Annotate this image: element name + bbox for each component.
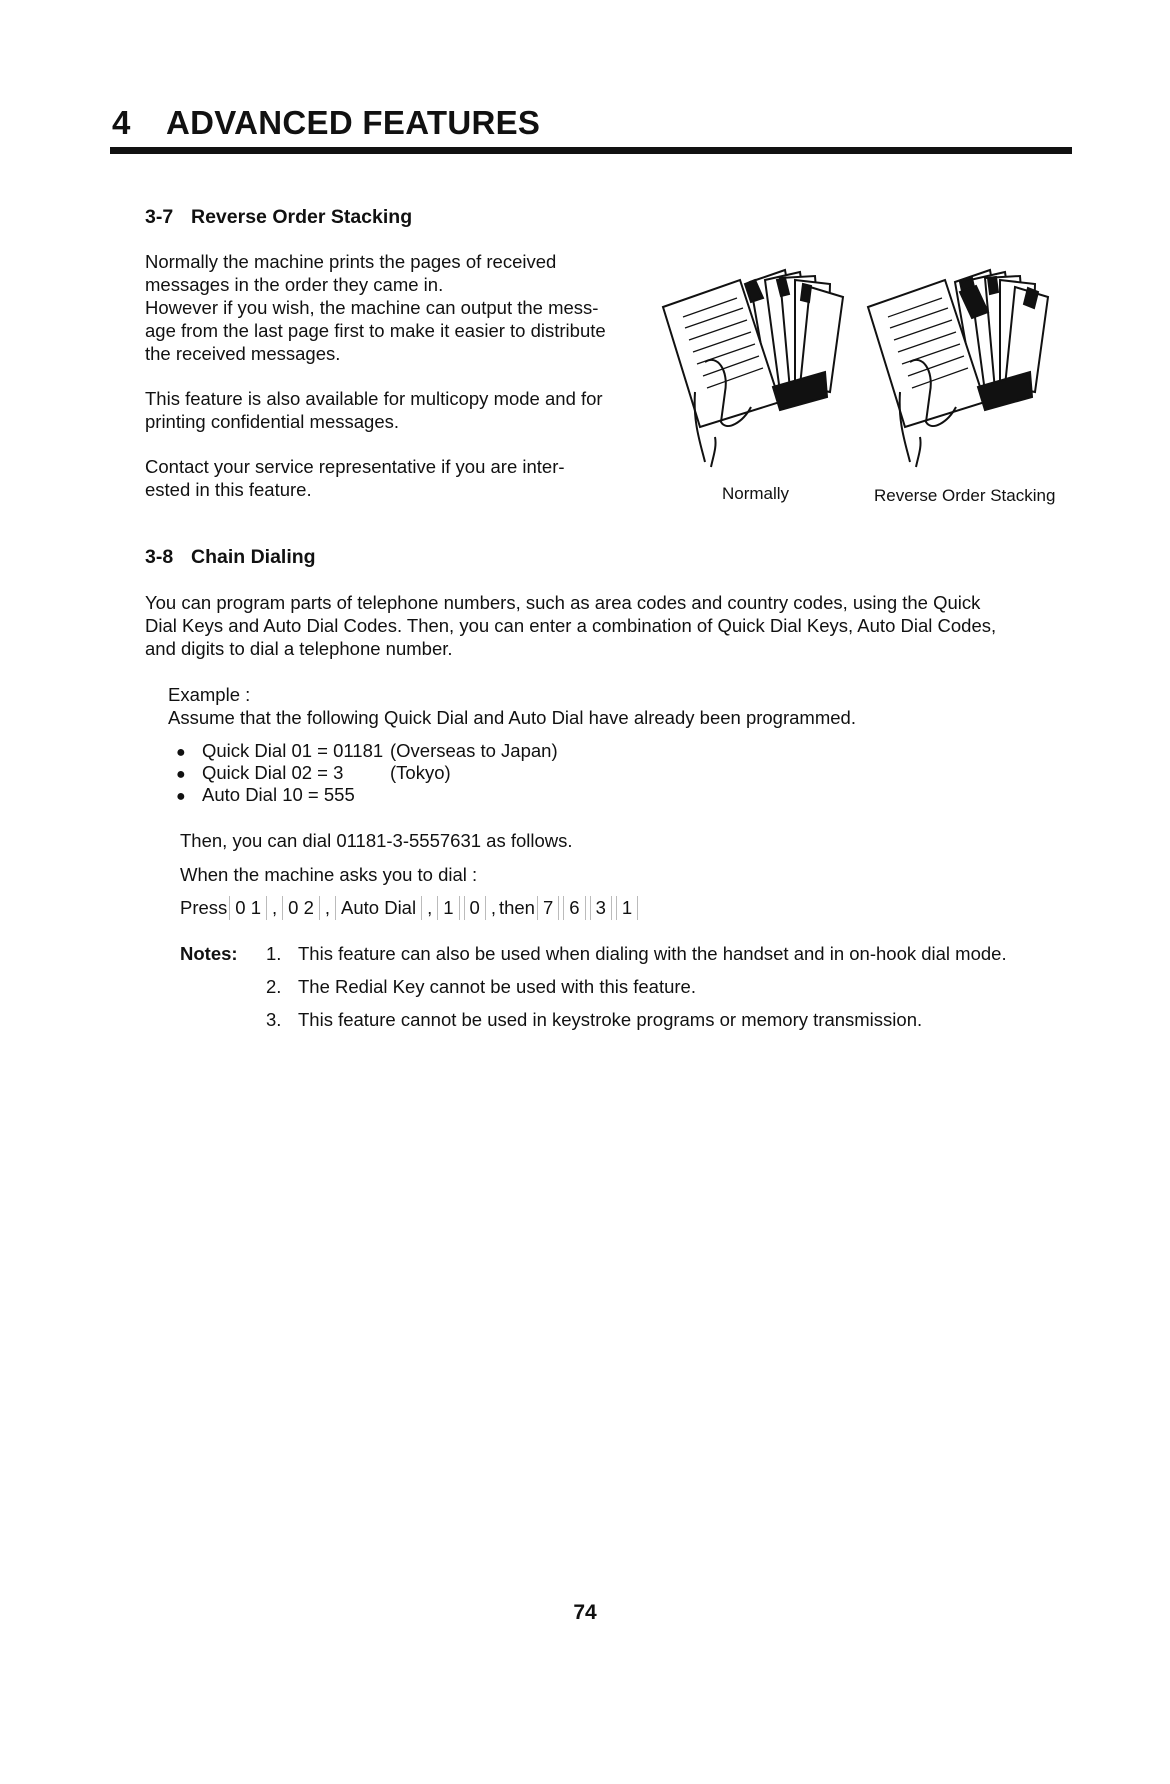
- chapter-number: 4: [112, 104, 131, 141]
- section-number: 3-7: [145, 206, 174, 228]
- note-text: The Redial Key cannot be used with this feature.: [298, 976, 696, 997]
- key-digit: 7: [537, 896, 559, 920]
- bullet-note: (Overseas to Japan): [390, 740, 558, 761]
- comma: ,: [272, 897, 278, 918]
- when-text: When the machine asks you to dial :: [180, 864, 478, 885]
- chapter-rule: [110, 147, 1072, 154]
- section-3-7-body: [145, 250, 655, 501]
- key-digit: 3: [590, 896, 612, 920]
- bullet-text: Quick Dial 01 = 01181: [202, 740, 384, 761]
- key-quick-dial-02: 0 2: [282, 896, 320, 920]
- note-number: 2.: [266, 976, 282, 997]
- list-item: ● Quick Dial 02 = 3 (Tokyo): [176, 762, 451, 783]
- press-label: Press: [180, 897, 228, 918]
- comma: ,: [490, 897, 496, 918]
- note-number: 1.: [266, 943, 282, 964]
- paragraph-line: Dial Keys and Auto Dial Codes. Then, you can enter a combination of Quick Dial Keys, Auto Dial Codes,: [145, 615, 997, 636]
- stacking-illustration: [655, 262, 1075, 472]
- paragraph-line: Contact your service representative if you are inter-: [145, 456, 565, 477]
- normal-stack-figure: [663, 270, 843, 467]
- key-digit: 0: [464, 896, 486, 920]
- section-3-7-heading: [145, 206, 412, 229]
- paragraph-line: the received messages.: [145, 343, 341, 364]
- example-assume: Assume that the following Quick Dial and Auto Dial have already been programmed.: [168, 707, 856, 728]
- then-word: then: [498, 897, 535, 918]
- reverse-stack-figure: [868, 270, 1048, 467]
- comma: ,: [427, 897, 433, 918]
- notes-label: Notes:: [180, 943, 238, 964]
- paragraph-line: You can program parts of telephone numbers, such as area codes and country codes, using the Quick: [145, 592, 981, 613]
- list-item: ● Quick Dial 01 = 01181 (Overseas to Japan): [176, 740, 558, 761]
- key-digit: 6: [563, 896, 585, 920]
- key-quick-dial-01: 0 1: [229, 896, 267, 920]
- paragraph-line: ested in this feature.: [145, 479, 312, 500]
- section-3-8-heading: [145, 546, 316, 569]
- page-number: 74: [573, 1601, 597, 1624]
- example-block: [168, 683, 856, 729]
- bullet-note: (Tokyo): [390, 762, 451, 783]
- bullet-text: Auto Dial 10 = 555: [202, 784, 355, 805]
- paragraph-line: printing confidential messages.: [145, 411, 400, 432]
- bullet-text: Quick Dial 02 = 3: [202, 762, 344, 783]
- illustration-caption-reverse: Reverse Order Stacking: [874, 486, 1056, 505]
- chapter-title-text: ADVANCED FEATURES: [166, 104, 541, 141]
- example-label: Example :: [168, 684, 251, 705]
- then-text: Then, you can dial 01181-3-5557631 as follows.: [180, 830, 573, 851]
- section-title: Chain Dialing: [191, 546, 316, 568]
- key-auto-dial: Auto Dial: [335, 896, 422, 920]
- list-item: ● Auto Dial 10 = 555: [176, 784, 355, 805]
- paragraph-line: messages in the order they came in.: [145, 274, 444, 295]
- comma: ,: [324, 897, 331, 918]
- note-number: 3.: [266, 1009, 282, 1030]
- paragraph-line: age from the last page first to make it easier to distribute: [145, 320, 606, 341]
- key-digit: 1: [616, 896, 638, 920]
- key-digit: 1: [437, 896, 459, 920]
- dial-sequence: [180, 896, 640, 920]
- note-text: This feature cannot be used in keystroke programs or memory transmission.: [298, 1009, 923, 1030]
- section-3-8-intro: [145, 591, 1073, 660]
- section-title: Reverse Order Stacking: [191, 206, 413, 228]
- notes-list: [266, 943, 1076, 1053]
- section-number: 3-8: [145, 546, 174, 568]
- paragraph-line: This feature is also available for multicopy mode and for: [145, 388, 603, 409]
- paragraph-line: However if you wish, the machine can output the mess-: [145, 297, 599, 318]
- paragraph-line: and digits to dial a telephone number.: [145, 638, 453, 659]
- illustration-caption-normal: Normally: [722, 484, 790, 503]
- chapter-title: [112, 104, 540, 142]
- paragraph-line: Normally the machine prints the pages of received: [145, 251, 557, 272]
- note-text: This feature can also be used when dialing with the handset and in on-hook dial mode.: [298, 943, 1007, 964]
